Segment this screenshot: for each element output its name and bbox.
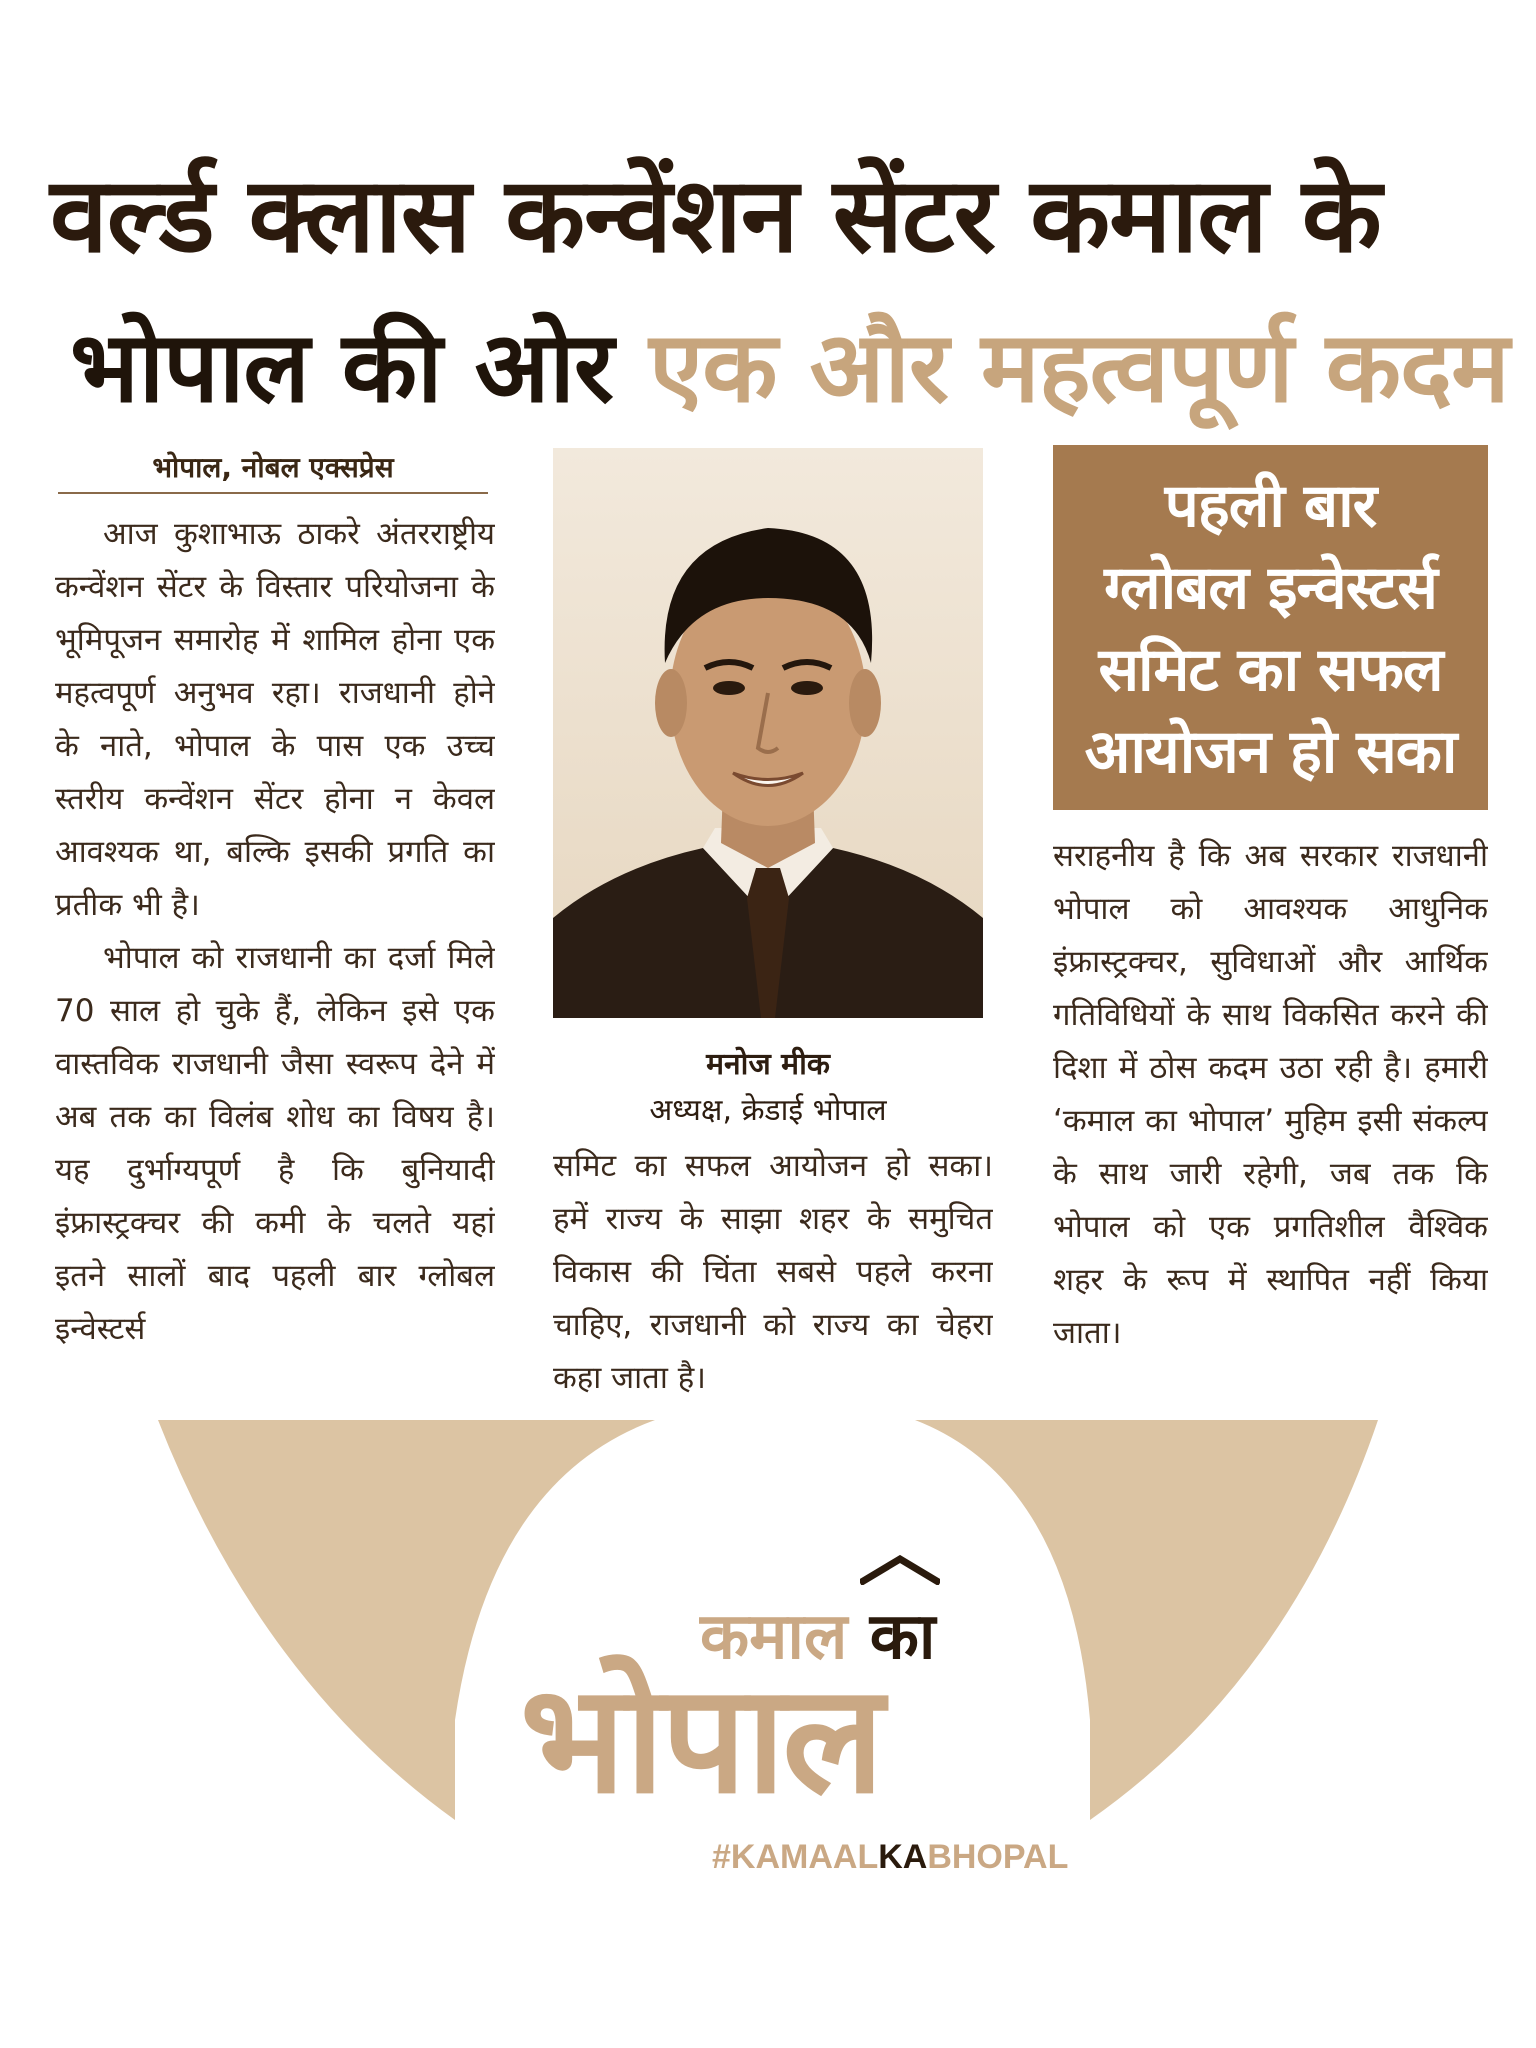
logo-main-text: भोपाल: [520, 1653, 882, 1827]
portrait-illustration: [553, 448, 983, 1018]
paragraph: समिट का सफल आयोजन हो सका। हमें राज्य के साझा शहर के समुचित विकास की चिंता सबसे पहले करना चाहिए, राजधानी को राज्य का चेहरा कहा जाता है।: [553, 1148, 993, 1396]
headline-line-2-light: एक और महत्वपूर्ण कदम: [649, 311, 1509, 425]
headline-line-2: [70, 298, 1510, 438]
photo-caption-name: मनोज मीक: [706, 1047, 830, 1082]
highlight-line: पहली बार: [1164, 471, 1377, 541]
paragraph: सराहनीय है कि अब सरकार राजधानी भोपाल को आवश्यक आधुनिक इंफ्रास्ट्रक्चर, सुविधाओं और आर्थिक गतिविधियों के साथ विकसित करने की दिशा में ठोस कदम उठा रही है। हमारी ‘कमाल का भोपाल’ मुहिम इसी संकल्प के साथ जारी रहेगी, जब तक कि भोपाल को एक प्रगतिशील वैश्विक शहर के रूप में स्थापित नहीं किया जाता।: [1053, 838, 1488, 1351]
paragraph: भोपाल को राजधानी का दर्जा मिले 70 साल हो चुके हैं, लेकिन इसे एक वास्तविक राजधानी जैसा स्वरूप देने में अब तक का विलंब शोध का विषय है। यह दुर्भाग्यपूर्ण है कि बुनियादी इंफ्रास्ट्रक्चर की कमी के चलते यहां इतने सालों बाद पहली बार ग्लोबल इन्वेस्टर्स: [55, 940, 495, 1347]
highlight-box: [1053, 445, 1488, 810]
hashtag-part: #KAMAAL: [712, 1838, 879, 1876]
hashtag-part: BHOPAL: [927, 1838, 1069, 1876]
hashtag-part: KA: [878, 1838, 928, 1876]
article-column-mid: [553, 1140, 993, 1400]
logo-top-dark: का: [869, 1600, 936, 1674]
logo-hashtag: [712, 1838, 1068, 1877]
highlight-line: ग्लोबल इन्वेस्टर्स: [1104, 553, 1437, 623]
highlight-line: आयोजन हो सका: [1084, 717, 1457, 787]
headline-line-1: वर्ल्ड क्लास कन्वेंशन सेंटर कमाल के: [50, 154, 1381, 276]
roof-icon: [860, 1555, 940, 1585]
logo-top-light: कमाल: [700, 1600, 848, 1674]
headline-line-2-dark: भोपाल की ओर: [70, 311, 613, 425]
paragraph: आज कुशाभाऊ ठाकरे अंतरराष्ट्रीय कन्वेंशन सेंटर के विस्तार परियोजना के भूमिपूजन समारोह में शामिल होना एक महत्वपूर्ण अनुभव रहा। राजधानी होने के नाते, भोपाल के पास एक उच्च स्तरीय कन्वेंशन सेंटर होना न केवल आवश्यक था, बल्कि इसकी प्रगति का प्रतीक भी है।: [55, 516, 495, 923]
highlight-line: समिट का सफल: [1098, 635, 1443, 705]
portrait-photo: [553, 448, 983, 1018]
photo-caption-role: अध्यक्ष, क्रेडाई भोपाल: [649, 1093, 887, 1128]
byline: भोपाल, नोबल एक्सप्रेस: [58, 448, 488, 494]
article-column-left: [55, 508, 495, 1398]
article-column-right: [1053, 830, 1488, 1400]
